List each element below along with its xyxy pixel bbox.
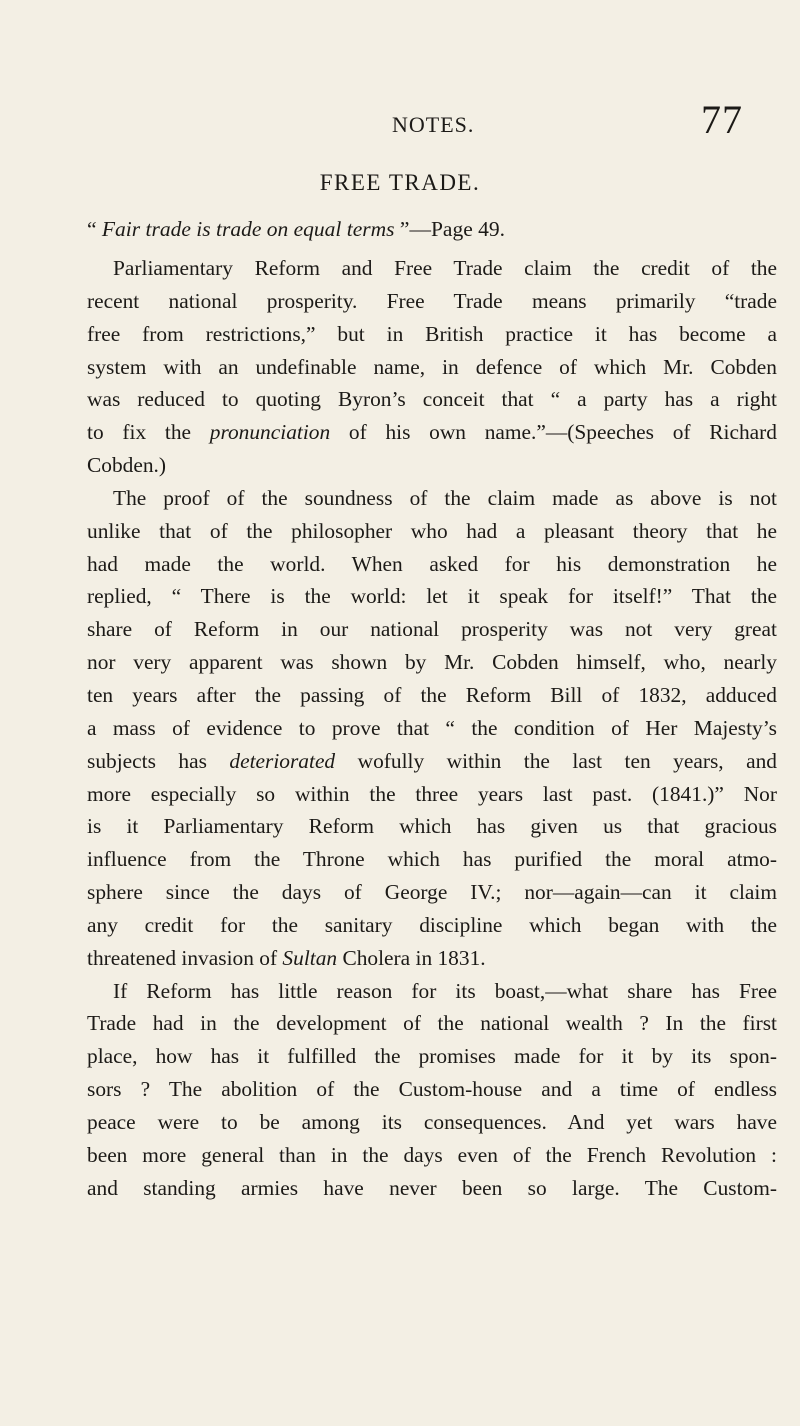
text-line: If Reform has little reason for its boast,—what share has Free	[113, 978, 777, 1003]
section-title: FREE TRADE.	[319, 170, 481, 195]
page-number: 77	[701, 97, 743, 142]
text-line: had made the world. When asked for his demonstration he	[87, 551, 777, 576]
text-line: The proof of the soundness of the claim made as above is not	[113, 485, 777, 510]
text-line: a mass of evidence to prove that “ the condition of Her Majesty’s	[87, 715, 777, 740]
text-line: and standing armies have never been so large. The Custom-	[87, 1175, 777, 1200]
text-line: unlike that of the philosopher who had a pleasant theory that he	[87, 518, 777, 543]
epigraph-reference: ”—Page 49.	[394, 217, 506, 241]
text-line: nor very apparent was shown by Mr. Cobden himself, who, nearly	[87, 650, 777, 675]
epigraph	[87, 217, 505, 242]
text-line: place, how has it fulfilled the promises made for it by its spon-	[87, 1044, 777, 1069]
paragraph-3	[87, 975, 777, 1205]
body-text	[87, 252, 777, 1204]
text-line: more especially so within the three years last past. (1841.)” Nor	[87, 781, 777, 806]
text-line: sphere since the days of George IV.; nor—again—can it claim	[87, 880, 777, 905]
running-head: NOTES.	[392, 112, 475, 137]
epigraph-open-quote: “	[87, 217, 102, 241]
text-line: Cobden.)	[87, 453, 167, 478]
paragraph-2	[87, 482, 777, 975]
text-line: Trade had in the development of the national wealth ? In the first	[87, 1011, 777, 1036]
text-line: Parliamentary Reform and Free Trade claim the credit of the	[113, 256, 777, 280]
italic-emphasis: pronunciation	[209, 420, 331, 445]
text-line: peace were to be among its consequences. And yet wars have	[87, 1109, 777, 1134]
paragraph-1	[87, 252, 777, 482]
text-line: is it Parliamentary Reform which has given us that gracious	[87, 814, 777, 839]
text-line: was reduced to quoting Byron’s conceit that “ a party has a right	[87, 387, 777, 412]
text-line: threatened invasion of Sultan Cholera in 1831.	[87, 945, 486, 970]
text-line: replied, “ There is the world: let it speak for itself!” That the	[87, 584, 777, 609]
text-line: to fix the pronunciation of his own name.”—(Speeches of Richard	[87, 420, 777, 445]
text-line: been more general than in the days even of the French Revolution :	[87, 1142, 777, 1167]
italic-emphasis: Sultan	[282, 945, 338, 970]
text-line: any credit for the sanitary discipline which began with the	[87, 912, 777, 937]
text-line: system with an undefinable name, in defence of which Mr. Cobden	[87, 354, 777, 379]
italic-emphasis: deteriorated	[229, 748, 336, 773]
text-line: influence from the Throne which has purified the moral atmo-	[87, 847, 777, 872]
text-line: share of Reform in our national prosperity was not very great	[87, 617, 777, 642]
epigraph-quote: Fair trade is trade on equal terms	[101, 217, 395, 241]
text-line: sors ? The abolition of the Custom-house and a time of endless	[87, 1077, 777, 1102]
text-line: free from restrictions,” but in British practice it has become a	[87, 321, 777, 346]
text-line: subjects has deteriorated wofully within the last ten years, and	[87, 748, 778, 773]
text-line: ten years after the passing of the Reform Bill of 1832, adduced	[87, 682, 777, 707]
text-line: recent national prosperity. Free Trade means primarily “trade	[87, 288, 777, 313]
